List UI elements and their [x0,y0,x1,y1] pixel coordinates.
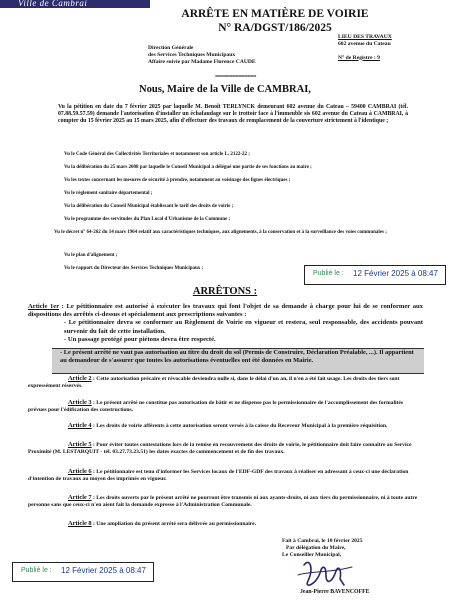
stamp-date: 12 Février 2025 à 08:47 [353,269,438,278]
article-bullet: - Un passage protégé pour piétons devra être respecté. [64,335,216,343]
article-8 [28,521,423,528]
works-location-label: LIEU DES TRAVAUX [338,34,392,40]
article-label: Article 8 [68,520,92,527]
article-label: Article 6 [68,468,92,475]
article-text: : Cette autorisation précaire et révocable deviendra nulle si, dans le délai d'un an, il n'en a été fait usage. Les droits des tiers sont expressément réservés. [28,376,400,389]
separator-line: ============== [215,74,256,80]
article-label: Article 7 [68,494,92,501]
vu-item: Vu le décret n° 64-262 du 14 mars 1964 relatif aux caractéristiques techniques, aux alignements, à la conservation et à la surveillance des voies communales ; [54,230,387,235]
vu-item: Vu les textes concernant les mesures de sécurité à prendre, notamment au voisinage des lignes électriques ; [64,178,291,183]
article-5 [28,442,423,456]
article-3 [28,400,423,414]
signature-role: Le Conseiller Municipal, [282,552,342,558]
register-number: N° de Registre : 9 [338,54,380,61]
document-title: ARRÊTE EN MATIÈRE DE VOIRIE [181,8,369,20]
stamp-label: Publié le : [21,567,52,574]
article-6 [28,469,423,483]
document-number: N° RA/DGST/186/2025 [218,22,332,34]
vu-item: Vu la délibération du 25 mars 2008 par laquelle le Conseil Municipal a délégué une partie de ses fonctions au maire ; [64,165,312,170]
vu-item: Vu la délibération du Conseil Municipal établissant le tarif des droits de voirie ; [64,204,234,209]
article-label: Article 2 [68,375,92,382]
signature-place-date: Fait à Cambrai, le 10 février 2025 [282,538,363,544]
article-label: Article 1er [28,303,60,310]
article-label: Article 3 [68,399,92,406]
direction-line: Direction Générale [148,45,194,51]
vu-item: Vu le Code Général des Collectivités Territoriales et notamment son article L. 2122-22 ; [64,152,250,157]
works-location-value: 602 avenue du Cateau [338,40,391,47]
vu-item: Vu le programme des servitudes du Plan Local d'Urbanisme de la Commune ; [64,217,231,222]
article-text: : Les droits ouverts par le présent arrêté ne pourront être transmis ni aux ayants-droits, ni aux tiers du permissionnaire, ni à toute autre personne sans que ceux-ci n'en aient fait la demande expresse à l'Administration Communale. [28,495,418,508]
handwritten-signature [290,555,370,591]
article-4 [28,423,423,430]
article-text: : Le pétitionnaire est autorisé à exécuter les travaux qui font l'objet de sa demande à charge pour lui de se conformer aux dispositions des arrêtés ci-dessus et spécialement aux prescriptions suivantes : [28,303,423,319]
direction-line: Affaire suivie par Madame Florence CAUDE [148,58,256,65]
city-logo: Ville de Cambrai [18,0,88,8]
article-7 [28,495,423,509]
article-text: : Pour éviter toutes contestations lors de la remise en recouvrement des droits de voirie, le pétitionnaire doit faire connaître au Service Proximité (M. LESTARQUIT - tél. 03.27.73.23.51) les dates exactes de commencement et de fin des travaux. [28,442,412,455]
article-text: : Une ampliation du présent arrêté sera délivrée au permissionnaire. [93,521,257,527]
stamp-date: 12 Février 2025 à 08:47 [61,566,146,575]
works-location-block [338,34,448,61]
article-bullet-highlighted: - Le présent arrêté ne vaut pas autorisation au titre du droit du sol (Permis de Construire, Déclaration Préalable, ...). Il appartient au demandeur de s'assurer que toutes les autorisations éventuelles ont été données en Mairie. [60,349,414,364]
vu-item: Vu le règlement sanitaire départemental ; [64,191,153,196]
vu-item: Vu le rapport du Directeur des Services Techniques Municipaux ; [64,266,204,271]
article-label: Article 5 [68,441,92,448]
signature-delegation: Par délégation du Maire, [286,545,346,551]
publication-stamp [304,265,446,285]
petition-paragraph: Vu la pétition en date du 7 février 2025 par laquelle M. Benoît TERLYNCK demeurant 602 avenue du Cateau – 59400 CAMBRAI (tél. 07.88.59.57.59) demande l'autorisation d'installer un échafaudage sur le trottoir face à l'immeuble sis 602 avenue du Cateau à CAMBRAI, à compter du 15 février 2025 au 15 mars 2025, afin d'effectuer des travaux de remplacement de la couverture strictement à l'identique ; [58,104,408,124]
vu-item: Vu le plan d'alignement ; [64,253,118,258]
direction-block [148,45,308,65]
signatory-name: Jean-Pierre BAVENCOFFE [300,589,370,595]
article-1 [28,303,423,344]
arretons-heading: ARRÊTONS : [192,286,258,297]
publication-stamp-footer [12,562,154,582]
article-text: : Le pétitionnaire est tenu d'informer les Services locaux de l'EDF-GDF des travaux à réaliser en adressant à ceux-ci une déclaration d'intention de travaux au moyen des imprimés en vigueur. [28,469,409,482]
article-text: : Le présent arrêté ne constitue pas autorisation de bâtir et ne dispense pas le permissionnaire de l'accomplissement des formalités prévues pour l'édification des constructions. [28,400,404,413]
article-label: Article 4 [68,422,92,429]
article-text: : Les droits de voirie afférents à cette autorisation seront versés à la caisse du Receveur Municipal à la première réquisition. [93,423,388,429]
article-2 [28,376,423,390]
stamp-label: Publié le : [313,270,344,277]
mayor-heading: Nous, Maire de la Ville de CAMBRAI, [139,84,311,95]
article-bullet: - Le pétitionnaire devra se conformer au Règlement de Voirie en vigueur et restera, seul responsable, des accidents pouvant survenir du fait de cette installation. [64,319,423,335]
direction-line: des Services Techniques Municipaux [148,51,236,58]
